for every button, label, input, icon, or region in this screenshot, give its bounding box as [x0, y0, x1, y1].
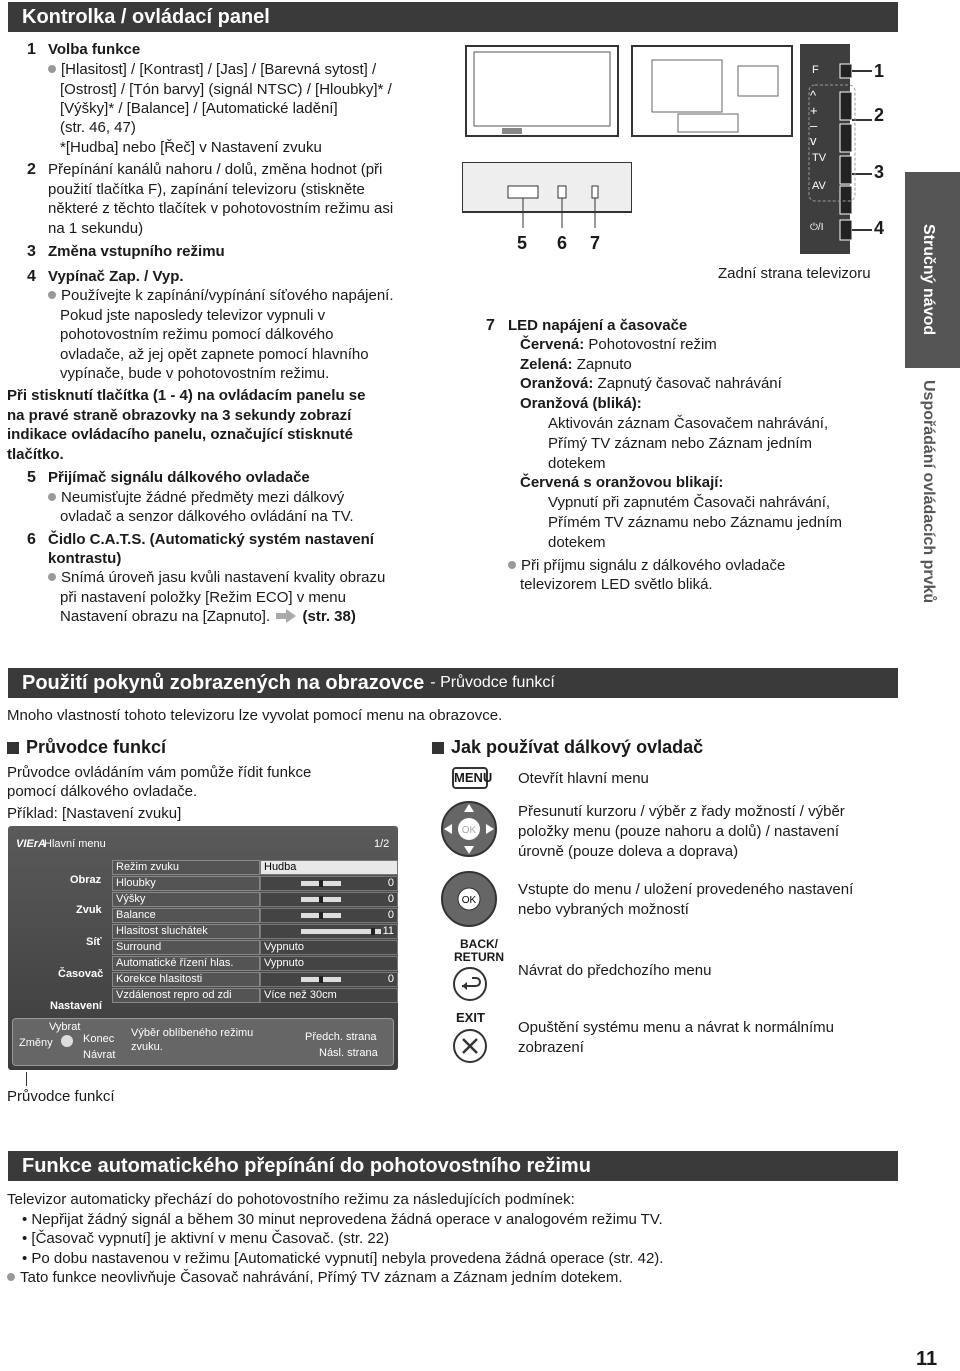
- remote-desc: Přesunutí kurzoru / výběr z řady možností / výběr: [518, 803, 845, 820]
- led-note: televizorem LED světlo bliká.: [520, 576, 713, 593]
- menu-side-item[interactable]: Síť: [86, 936, 102, 948]
- menu-title: Hlavní menu: [44, 838, 106, 850]
- condition-item: • Nepřijat žádný signál a během 30 minut neprovedena žádná operace v analogovém režimu TV.: [22, 1211, 663, 1228]
- item-number: 3: [27, 243, 36, 260]
- item-text: použití tlačítka F), zapínání televizoru (stiskněte: [48, 181, 365, 198]
- diagram-label: 5: [517, 233, 528, 253]
- guide-text: Příklad: [Nastavení zvuku]: [7, 805, 182, 822]
- menu-page: 1/2: [374, 838, 390, 850]
- item-text: [Hlasitost] / [Kontrast] / [Jas] / [Barevná sytost] /: [48, 60, 376, 80]
- diagram-label: 2: [874, 105, 885, 125]
- menu-row[interactable]: Automatické řízení hlas. Vypnuto: [112, 956, 398, 971]
- item-number: 7: [486, 317, 495, 334]
- remote-desc: zobrazení: [518, 1039, 584, 1056]
- bullet-icon: [48, 573, 56, 581]
- item-text: Používejte k zapínání/vypínání síťového napájení.: [48, 286, 394, 306]
- section-header-onscreen: [8, 668, 898, 698]
- panel-note: tlačítko.: [7, 446, 64, 463]
- item-text: při nastavení položky [Režim ECO] v menu: [60, 589, 346, 606]
- item-text: Pokud jste naposledy televizor vypnuli v: [60, 307, 326, 324]
- item-number: 4: [27, 268, 36, 285]
- panel-note: indikace ovládacího panelu, označující stisknuté: [7, 426, 353, 443]
- led-state: Oranžová (bliká):: [520, 395, 642, 412]
- condition-item: • Po dobu nastavenou v režimu [Automatické vypnutí] nebyla provedena žádná operace (str. 42).: [22, 1250, 664, 1267]
- item-title: Změna vstupního režimu: [48, 243, 225, 260]
- menu-side-item[interactable]: Zvuk: [76, 904, 102, 916]
- menu-row[interactable]: Balance 0: [112, 908, 398, 923]
- chevron-up-icon: ^ +: [810, 88, 818, 118]
- exit-key-label: EXIT: [456, 1010, 485, 1025]
- item-number: 6: [27, 531, 36, 548]
- bullet-icon: [508, 561, 516, 569]
- menu-row[interactable]: Korekce hlasitosti 0: [112, 972, 398, 987]
- remote-desc: položky menu (pouze nahoru a dolů) / nastavení: [518, 823, 840, 840]
- footer-back: Návrat: [83, 1049, 116, 1061]
- menu-side-item[interactable]: Časovač: [58, 968, 104, 980]
- led-panel-diagram: [462, 162, 632, 232]
- led-state: Oranžová: Zapnutý časovač nahrávání: [520, 375, 782, 392]
- power-icon: ⏻/I: [810, 222, 824, 233]
- arrow-right-icon: [274, 609, 298, 623]
- remote-desc: nebo vybraných možností: [518, 901, 689, 918]
- section-title: Funkce automatického přepínání do pohotovostního režimu: [22, 1154, 591, 1177]
- svg-text:OK: OK: [461, 825, 477, 836]
- bullet-icon: [48, 65, 56, 73]
- guide-caption: Průvodce funkcí: [7, 1088, 115, 1105]
- cursor-keys-icon: [440, 800, 498, 858]
- item-text: ovladač a senzor dálkového ovládání na TV.: [60, 508, 354, 525]
- item-text: pohotovostním režimu pomocí dálkového: [60, 326, 334, 343]
- bullet-icon: [48, 493, 56, 501]
- led-state: Zelená: Zapnuto: [520, 356, 632, 373]
- item-title: Volba funkce: [48, 41, 141, 58]
- panel-note: Při stisknutí tlačítka (1 - 4) na ovládacím panelu se: [7, 387, 366, 404]
- item-text: některé z těchto tlačítek v pohotovostním režimu asi: [48, 200, 394, 217]
- led-state: Červená: Pohotovostní režim: [520, 336, 717, 353]
- sound-menu-screenshot: [8, 826, 398, 1070]
- item-number: 2: [27, 161, 36, 178]
- tv-back-diagram: [628, 42, 798, 142]
- menu-side-item[interactable]: Nastavení: [50, 1000, 102, 1012]
- viera-logo: VIErA: [16, 838, 46, 850]
- caption-pointer: [26, 1072, 27, 1086]
- diagram-label: 1: [874, 61, 885, 81]
- footer-change: Změny: [19, 1037, 53, 1049]
- item-text: Přepínání kanálů nahoru / dolů, změna hodnot (při: [48, 161, 383, 178]
- menu-row[interactable]: Hloubky 0: [112, 876, 398, 891]
- ok-key-icon: [440, 870, 498, 928]
- diagram-label: 4: [874, 218, 885, 238]
- page-number: 11: [916, 1348, 938, 1370]
- panel-label: AV: [812, 180, 826, 192]
- square-bullet-icon: [432, 742, 444, 754]
- led-state-desc: dotekem: [548, 534, 606, 551]
- section-title: Kontrolka / ovládací panel: [22, 5, 270, 28]
- diagram-caption: Zadní strana televizoru: [718, 265, 871, 282]
- menu-row[interactable]: Výšky 0: [112, 892, 398, 907]
- item-title: Vypínač Zap. / Vyp.: [48, 268, 184, 285]
- diagram-label: 3: [874, 162, 885, 182]
- diagram-label: 7: [590, 233, 601, 253]
- menu-key-icon: MENU: [452, 767, 488, 789]
- led-state-desc: Aktivován záznam Časovačem nahrávání,: [548, 415, 829, 432]
- footer-fav: Výběr oblíbeného režimu: [131, 1027, 254, 1039]
- item-text: *[Hudba] nebo [Řeč] v Nastavení zvuku: [60, 139, 322, 156]
- menu-row[interactable]: Režim zvuku Hudba: [112, 860, 398, 875]
- svg-text:OK: OK: [461, 895, 477, 906]
- menu-row[interactable]: Surround Vypnuto: [112, 940, 398, 955]
- footer-select: Vybrat: [49, 1021, 81, 1033]
- panel-note: na pravé straně obrazovky na 3 sekundy zobrazí: [7, 407, 352, 424]
- remote-desc: Vstupte do menu / uložení provedeného nastavení: [518, 881, 854, 898]
- item-text: ovladače, až jej opět zapnete pomocí hlavního: [60, 346, 369, 363]
- footer-prev: Předch. strana: [305, 1031, 377, 1043]
- remote-heading: Jak používat dálkový ovladač: [432, 738, 703, 758]
- return-icon: [452, 966, 488, 1002]
- guide-heading: Průvodce funkcí: [7, 738, 166, 758]
- section-subtitle: - Průvodce funkcí: [430, 674, 555, 691]
- bullet-icon: [7, 1273, 15, 1281]
- section-header-control-panel: [8, 2, 898, 32]
- guide-text: Průvodce ovládáním vám pomůže řídit funkce: [7, 764, 312, 781]
- panel-label: F: [812, 64, 819, 76]
- item-number: 5: [27, 469, 36, 486]
- led-note: Při příjmu signálu z dálkového ovladače: [508, 556, 785, 576]
- section-header-auto-standby: [8, 1151, 898, 1181]
- item-text: Nastavení obrazu na [Zapnuto]. (str. 38): [60, 608, 356, 625]
- section-title: Použití pokynů zobrazených na obrazovce: [22, 671, 425, 694]
- footer-fav: zvuku.: [131, 1041, 163, 1053]
- remote-desc: Otevřít hlavní menu: [518, 770, 649, 787]
- side-tab-label: Uspořádání ovládacích prvků: [920, 380, 937, 604]
- section-note: Tato funkce neovlivňuje Časovač nahrávání, Přímý TV záznam a Záznam jedním dotekem.: [7, 1268, 623, 1288]
- dashed-bracket: [808, 84, 856, 202]
- menu-side-item[interactable]: Obraz: [70, 874, 102, 886]
- led-state-desc: Přímém TV záznamu nebo Záznamu jedním: [548, 514, 843, 531]
- led-state-desc: Vypnutí při zapnutém Časovači nahrávání,: [548, 494, 831, 511]
- section-intro: Televizor automaticky přechází do pohotovostního režimu za následujících podmínek:: [7, 1191, 575, 1208]
- guide-text: pomocí dálkového ovladače.: [7, 783, 198, 800]
- led-state-desc: dotekem: [548, 455, 606, 472]
- item-text: [Výšky]* / [Balance] / [Automatické ladění]: [60, 100, 338, 117]
- remote-desc: Návrat do předchozího menu: [518, 962, 712, 979]
- led-state: Červená s oranžovou blikají:: [520, 474, 724, 491]
- tv-front-diagram: [462, 42, 622, 142]
- diagram-label: 6: [557, 233, 568, 253]
- close-icon: [452, 1028, 488, 1064]
- item-text: Snímá úroveň jasu kvůli nastavení kvality obrazu: [48, 568, 385, 588]
- chevron-down-icon: – v: [810, 118, 818, 148]
- led-state-desc: Přímý TV záznam nebo Záznam jedním: [548, 435, 812, 452]
- item-text: na 1 sekundu): [48, 220, 144, 237]
- menu-row[interactable]: Vzdálenost repro od zdi Více než 30cm: [112, 988, 398, 1003]
- panel-label: TV: [812, 152, 827, 164]
- item-title: LED napájení a časovače: [508, 317, 688, 334]
- item-title: Přijímač signálu dálkového ovladače: [48, 469, 310, 486]
- item-text: vypínače, bude v pohotovostním režimu.: [60, 365, 330, 382]
- menu-row[interactable]: Hlasitost sluchátek 11: [112, 924, 398, 939]
- footer-exit: Konec: [83, 1033, 115, 1045]
- remote-desc: Opuštění systému menu a návrat k normálnímu: [518, 1019, 834, 1036]
- footer-next: Násl. strana: [319, 1047, 378, 1059]
- back-return-key-label: BACK/ RETURN: [454, 937, 504, 964]
- section-intro: Mnoho vlastností tohoto televizoru lze vyvolat pomocí menu na obrazovce.: [7, 707, 503, 724]
- item-title: Čidlo C.A.T.S. (Automatický systém nastavení: [48, 531, 374, 548]
- item-text: [Ostrost] / [Tón barvy] (signál NTSC) / [Hloubky]* /: [60, 81, 392, 98]
- condition-item: • [Časovač vypnutí] je aktivní v menu Časovač. (str. 22): [22, 1230, 390, 1247]
- item-title: kontrastu): [48, 550, 122, 567]
- square-bullet-icon: [7, 742, 19, 754]
- item-text: Neumisťujte žádné předměty mezi dálkový: [48, 488, 344, 508]
- navigation-icon: [61, 1035, 73, 1047]
- bullet-icon: [48, 291, 56, 299]
- remote-desc: úrovně (pouze doleva a doprava): [518, 843, 739, 860]
- menu-footer: [12, 1018, 394, 1066]
- item-text: (str. 46, 47): [60, 119, 136, 136]
- item-number: 1: [27, 41, 36, 58]
- side-tab-label: Stručný návod: [920, 224, 937, 336]
